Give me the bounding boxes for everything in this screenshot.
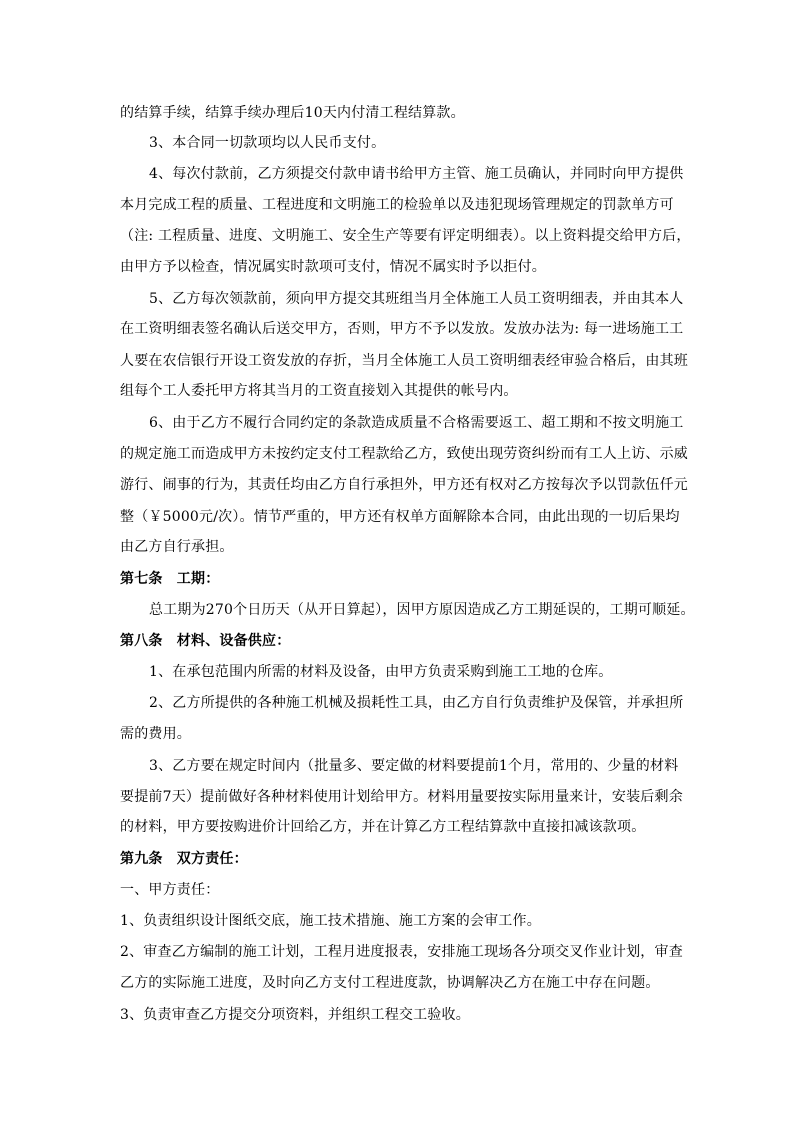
paragraph-line: 整（￥5000元/次）。情节严重的，甲方还有权单方面解除本合同，由此出现的一切后果均 <box>120 509 680 525</box>
paragraph-line: 要提前7天）提前做好各种材料使用计划给甲方。材料用量要按实际用量来计，安装后剩余 <box>120 789 683 805</box>
paragraph-line: 的结算手续，结算手续办理后10天内付清工程结算款。 <box>120 105 465 121</box>
section-heading: 第九条 双方责任： <box>120 851 248 867</box>
paragraph-line: 乙方的实际施工进度，及时向乙方支付工程进度款，协调解决乙方在施工中存在问题。 <box>120 975 660 991</box>
paragraph-line: 组每个工人委托甲方将其当月的工资直接划入其提供的帐号内。 <box>120 383 518 399</box>
paragraph-line: 的规定施工而造成甲方未按约定支付工程款给乙方，致使出现劳资纠纷而有工人上访、示威 <box>120 446 688 462</box>
paragraph-line: 的材料，甲方要按购进价计回给乙方，并在计算乙方工程结算款中直接扣减该款项。 <box>120 819 646 835</box>
paragraph-line: 3、本合同一切款项均以人民币支付。 <box>149 135 386 151</box>
paragraph-line: （注: 工程质量、进度、文明施工、安全生产等要有评定明细表）。以上资料提交给甲方后， <box>120 228 691 244</box>
paragraph-line: 由乙方自行承担。 <box>120 539 234 555</box>
paragraph-line: 总工期为270个日历天（从开日算起），因甲方原因造成乙方工期延误的，工期可顺延。 <box>149 602 695 618</box>
subheading-line: 一、甲方责任： <box>120 882 220 898</box>
paragraph-line: 2、乙方所提供的各种施工机械及损耗性工具，由乙方自行负责维护及保管，并承担所 <box>149 695 684 711</box>
paragraph-line: 6、由于乙方不履行合同约定的条款造成质量不合格需要返工、超工期和不按文明施工 <box>149 415 684 431</box>
paragraph-line: 人要在农信银行开设工资发放的存折，当月全体施工人员工资明细表经审验合格后，由其班 <box>120 353 688 369</box>
paragraph-line: 在工资明细表签名确认后送交甲方，否则，甲方不予以发放。发放办法为: 每一进场施工工 <box>120 321 684 337</box>
paragraph-line: 需的费用。 <box>120 726 191 742</box>
section-heading: 第七条 工期： <box>120 571 220 587</box>
paragraph-line: 本月完成工程的质量、工程进度和文明施工的检验单以及违犯现场管理规定的罚款单方可 <box>120 197 674 213</box>
paragraph-line: 3、乙方要在规定时间内（批量多、要定做的材料要提前1个月，常用的、少量的材料 <box>149 758 679 774</box>
paragraph-line: 游行、闹事的行为，其责任均由乙方自行承担外，甲方还有权对乙方按每次予以罚款伍仟元 <box>120 477 688 493</box>
paragraph-line: 3、负责审查乙方提交分项资料，并组织工程交工验收。 <box>120 1007 470 1023</box>
paragraph-line: 1、在承包范围内所需的材料及设备，由甲方负责采购到施工工地的仓库。 <box>149 664 613 680</box>
paragraph-line: 2、审查乙方编制的施工计划，工程月进度报表，安排施工现场各分项交叉作业计划，审查 <box>120 944 683 960</box>
paragraph-line: 5、乙方每次领款前，须向甲方提交其班组当月全体施工人员工资明细表，并由其本人 <box>149 291 684 307</box>
paragraph-line: 1、负责组织设计图纸交底，施工技术措施、施工方案的会审工作。 <box>120 913 541 929</box>
section-heading: 第八条 材料、设备供应： <box>120 633 291 649</box>
paragraph-line: 4、每次付款前，乙方须提交付款申请书给甲方主管、施工员确认，并同时向甲方提供 <box>149 166 684 182</box>
paragraph-line: 由甲方予以检查，情况属实时款项可支付，情况不属实时予以拒付。 <box>120 259 546 275</box>
